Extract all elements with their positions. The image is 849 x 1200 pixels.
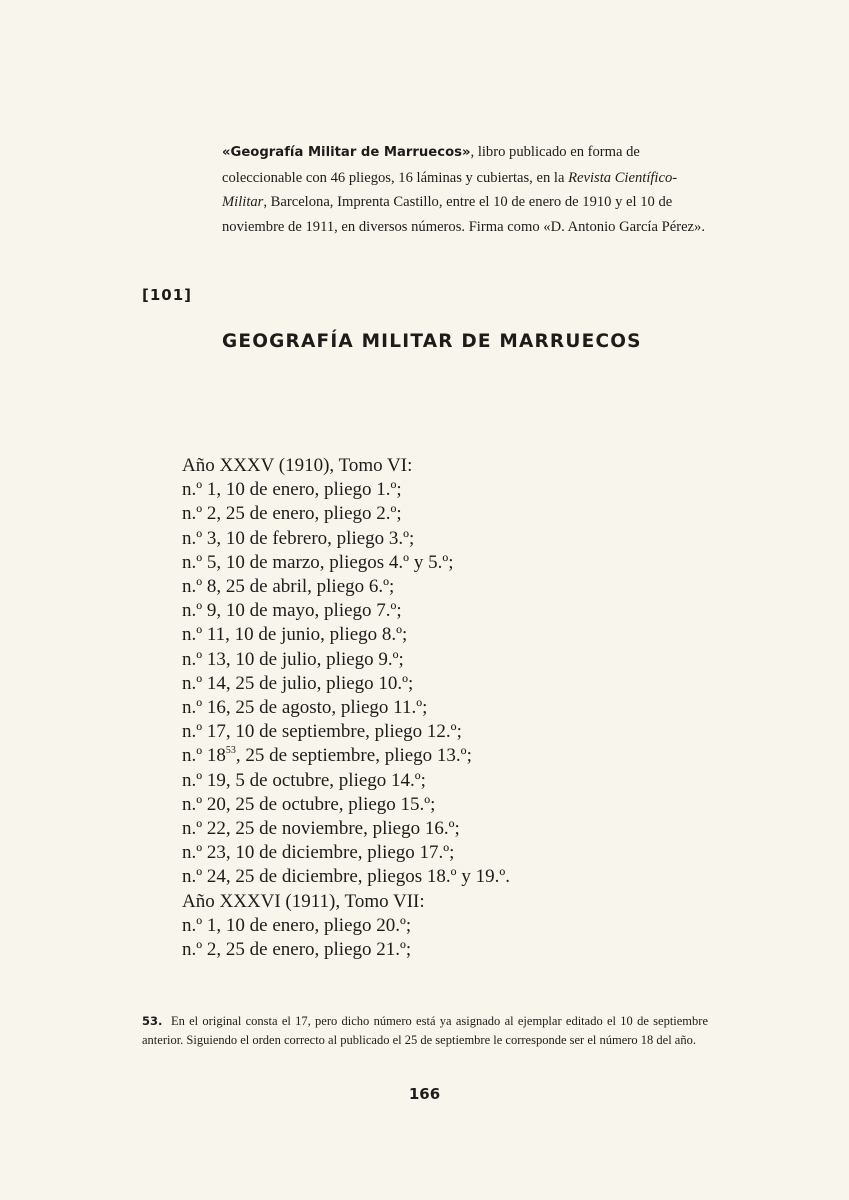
intro-book-title: «Geografía Militar de Marruecos» <box>222 145 471 160</box>
issue-list-item: Año XXXVI (1911), Tomo VII: <box>182 890 425 912</box>
intro-text-2: , Barcelona, Imprenta Castillo, entre el 10 de enero de 1910 y el 10 de noviembre de 1911, en diversos números. Firma como «D. Antonio García Pérez». <box>222 194 705 235</box>
footnote <box>142 1012 708 1049</box>
issue-list-item: n.º 1, 10 de enero, pliego 20.º; <box>182 914 412 936</box>
issue-list-item: n.º 24, 25 de diciembre, pliegos 18.º y 19.º. <box>182 866 510 888</box>
issue-list-item: n.º 9, 10 de mayo, pliego 7.º; <box>182 600 402 622</box>
intro-text-1: , libro publicado en forma de coleccionable con 46 pliegos, 16 láminas y cubiertas, en la <box>222 144 640 186</box>
reference-number: [101] <box>142 286 193 304</box>
issue-list-item: n.º 22, 25 de noviembre, pliego 16.º; <box>182 818 460 840</box>
issue-list-item-text: n.º 18 <box>182 745 226 767</box>
footnote-reference: 53 <box>225 745 236 757</box>
issue-list-item: n.º 2, 25 de enero, pliego 21.º; <box>182 939 412 961</box>
issue-list <box>182 454 742 962</box>
issue-list-item: n.º 11, 10 de junio, pliego 8.º; <box>182 624 408 646</box>
issue-list-item-text: , 25 de septiembre, pliego 13.º; <box>235 745 472 767</box>
issue-list-item: n.º 17, 10 de septiembre, pliego 12.º; <box>182 721 462 743</box>
issue-list-item: n.º 3, 10 de febrero, pliego 3.º; <box>182 527 415 549</box>
footnote-text: En el original consta el 17, pero dicho número está ya asignado al ejemplar editado el 10 de septiembre anterior. Siguiendo el orden correcto al publicado el 25 de septiembre le corresponde ser el número 18 del año. <box>142 1014 708 1047</box>
issue-list-item: n.º 19, 5 de octubre, pliego 14.º; <box>182 769 426 791</box>
issue-list-item: n.º 23, 10 de diciembre, pliego 17.º; <box>182 842 455 864</box>
page-number: 166 <box>408 1085 441 1103</box>
issue-list-item: n.º 13, 10 de julio, pliego 9.º; <box>182 648 404 670</box>
intro-journal-name: Revista Científico-Militar <box>222 169 678 210</box>
issue-list-item: n.º 1, 10 de enero, pliego 1.º; <box>182 479 402 501</box>
issue-list-item: n.º 20, 25 de octubre, pliego 15.º; <box>182 793 436 815</box>
issue-list-item: Año XXXV (1910), Tomo VI: <box>182 455 413 476</box>
intro-paragraph <box>222 140 706 239</box>
issue-list-item: n.º 14, 25 de julio, pliego 10.º; <box>182 672 414 694</box>
issue-list-item: n.º 8, 25 de abril, pliego 6.º; <box>182 576 395 598</box>
issue-list-item: n.º 5, 10 de marzo, pliegos 4.º y 5.º; <box>182 551 454 573</box>
section-title: GEOGRAFÍA MILITAR DE MARRUECOS <box>222 331 642 352</box>
issue-list-item: n.º 2, 25 de enero, pliego 2.º; <box>182 503 402 525</box>
issue-list-item <box>182 744 742 768</box>
issue-list-item: n.º 16, 25 de agosto, pliego 11.º; <box>182 697 428 719</box>
footnote-number: 53. <box>142 1014 163 1028</box>
